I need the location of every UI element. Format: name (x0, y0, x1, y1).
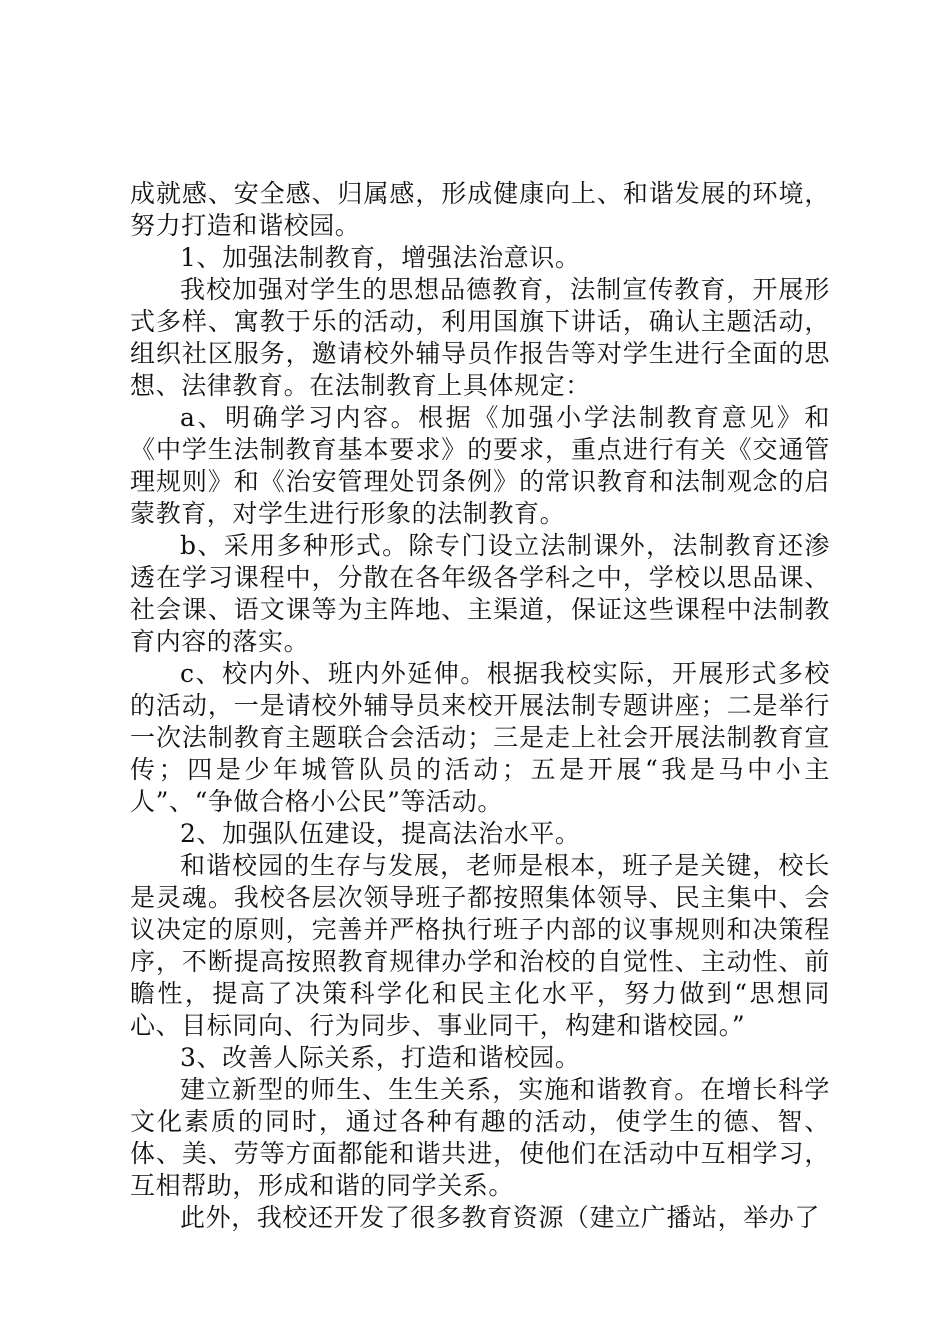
section-heading-2: 2、加强队伍建设，提高法治水平。 (180, 819, 581, 848)
list-item-a: a、明确学习内容。根据《加强小学法制教育意见》和《中学生法制教育基本要求》的要求，重点进行有关《交通管理规则》和《治安管理处罚条例》的常识教育和法制观念的启蒙教育，对学生进行形象的法制教育。 (130, 403, 830, 528)
section-heading-3: 3、改善人际关系，打造和谐校园。 (180, 1043, 581, 1072)
paragraph: 建立新型的师生、生生关系，实施和谐教育。在增长科学文化素质的同时，通过各种有趣的活动，使学生的德、智、体、美、劳等方面都能和谐共进，使他们在活动中互相学习，互相帮助，形成和谐的同学关系。 (130, 1075, 830, 1200)
section-heading-1: 1、加强法制教育，增强法治意识。 (180, 243, 581, 272)
list-item-c: c、校内外、班内外延伸。根据我校实际，开展形式多校的活动，一是请校外辅导员来校开展法制专题讲座；二是举行一次法制教育主题联合会活动；三是走上社会开展法制教育宣传；四是少年城管队员的活动；五是开展“我是马中小主人”、“争做合格小公民”等活动。 (130, 659, 830, 816)
document-body (130, 178, 830, 1234)
paragraph: 我校加强对学生的思想品德教育，法制宣传教育，开展形式多样、寓教于乐的活动，利用国旗下讲话，确认主题活动，组织社区服务，邀请校外辅导员作报告等对学生进行全面的思想、法律教育。在法制教育上具体规定： (130, 275, 830, 400)
paragraph-continuation: 成就感、安全感、归属感，形成健康向上、和谐发展的环境，努力打造和谐校园。 (130, 179, 830, 240)
list-item-b: b、采用多种形式。除专门设立法制课外，法制教育还渗透在学习课程中，分散在各年级各学科之中，学校以思品课、社会课、语文课等为主阵地、主渠道，保证这些课程中法制教育内容的落实。 (130, 531, 830, 656)
paragraph: 和谐校园的生存与发展，老师是根本，班子是关键，校长是灵魂。我校各层次领导班子都按照集体领导、民主集中、会议决定的原则，完善并严格执行班子内部的议事规则和决策程序，不断提高按照教育规律办学和治校的自觉性、主动性、前瞻性，提高了决策科学化和民主化水平，努力做到“思想同心、目标同向、行为同步、事业同干，构建和谐校园。” (130, 851, 830, 1040)
paragraph: 此外，我校还开发了很多教育资源（建立广播站，举办了 (180, 1203, 821, 1232)
